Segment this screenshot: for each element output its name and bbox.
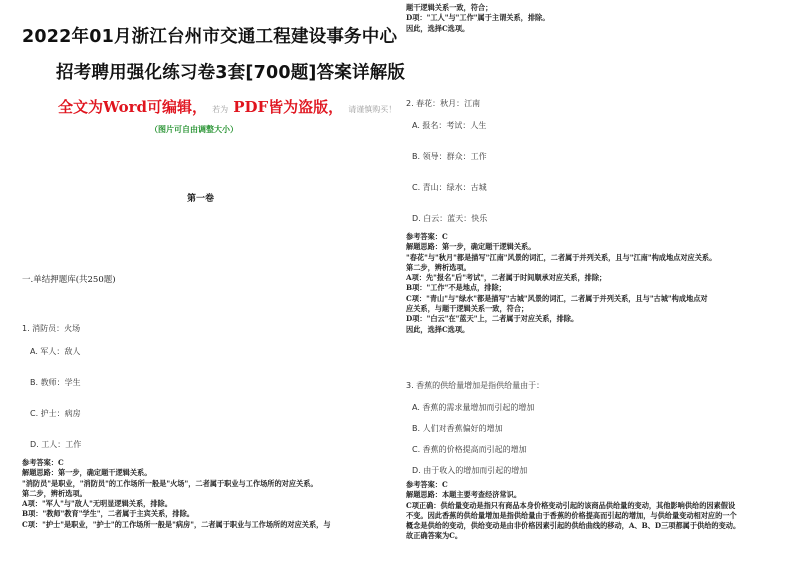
answer-line: 故正确答案为C。 <box>406 531 463 541</box>
answer-line: "春花"与"秋月"都是描写"江南"风景的词汇，二者属于并列关系，且与"江南"构成地点对应关系。 <box>406 252 717 262</box>
question-2-option-a: A. 报名：考试：人生 <box>412 121 487 130</box>
question-3-option-a: A. 香蕉的需求量增加而引起的增加 <box>412 403 535 412</box>
answer-line: 参考答案：C <box>22 458 64 467</box>
question-1-answer <box>22 458 394 530</box>
document-title-line2: 招考聘用强化练习卷3套[700题]答案详解版 <box>56 63 406 83</box>
answer-line: C项："青山"与"绿水"都是描写"古城"风景的词汇，二者属于并列关系，且与"古城"构成地点对 <box>406 293 708 303</box>
section-heading: 一.单结押题库(共250题) <box>22 275 116 285</box>
answer-line: D项："白云"在"蓝天"上，二者属于对应关系，排除。 <box>406 314 579 324</box>
banner-pdf-warning: PDF皆为盗版 <box>233 98 329 116</box>
answer-line: 解题思路：本题主要考查经济常识。 <box>406 490 522 500</box>
resize-note: （图片可自由调整大小） <box>150 124 238 134</box>
banner <box>58 96 396 117</box>
answer-line: 参考答案：C <box>406 480 448 489</box>
question-1-option-b: B. 教师：学生 <box>30 378 81 387</box>
answer-line: 解题思路：第一步，确定题干逻辑关系。 <box>22 468 152 478</box>
document-title-line1: 2022年01月浙江台州市交通工程建设事务中心 <box>22 27 398 47</box>
answer-line: C项正确：供给量变动是指只有商品本身价格变动引起的该商品供给量的变动，其他影响供给的因素假设 <box>406 500 736 510</box>
question-2-stem: 2. 春花：秋月：江南 <box>406 99 481 108</box>
question-1-option-a: A. 军人：敌人 <box>30 347 81 356</box>
answer-line: B项："工作"不是地点，排除； <box>406 283 506 293</box>
question-2-option-d: D. 白云：蓝天：快乐 <box>412 214 488 223</box>
question-1-option-c: C. 护士：病房 <box>30 409 81 418</box>
question-2-option-c: C. 青山：绿水：古城 <box>412 183 487 192</box>
question-3-stem: 3. 香蕉的供给量增加是指供给量由于： <box>406 381 545 390</box>
volume-heading: 第一卷 <box>187 194 215 204</box>
answer-line: 概念是供给的变动，供给变动是由非价格因素引起的供给曲线的移动，A、B、D三项都属于供给的变动。 <box>406 521 741 531</box>
answer-line: B项："教师"教育"学生"，二者属于主宾关系，排除。 <box>22 509 194 519</box>
question-1-stem: 1. 消防员：火场 <box>22 324 81 333</box>
answer-line: 第二步，辨析选项。 <box>406 262 471 272</box>
banner-comma-2: ， <box>328 98 344 116</box>
answer-line: 第二步，辨析选项。 <box>22 488 87 498</box>
answer-line: 解题思路：第一步，确定题干逻辑关系。 <box>406 242 536 252</box>
answer-line: 因此，选择C选项。 <box>406 23 470 33</box>
right-column <box>400 0 800 565</box>
answer-line: 应关系，与题干逻辑关系一致，符合； <box>406 304 529 314</box>
question-3-option-d: D. 由于收入的增加而引起的增加 <box>412 466 528 475</box>
answer-line: "消防员"是职业，"消防员"的工作场所一般是"火场"，二者属于职业与工作场所的对应关系。 <box>22 478 318 488</box>
question-1-option-d: D. 工人：工作 <box>30 440 82 449</box>
answer-line: C项："护士"是职业，"护士"的工作场所一般是"病房"，二者属于职业与工作场所的对应关系，与 <box>22 519 331 529</box>
banner-small-2: 请谨慎购买！ <box>348 105 397 114</box>
answer-line: 因此，选择C选项。 <box>406 324 470 334</box>
question-3-option-b: B. 人们对香蕉偏好的增加 <box>412 424 503 433</box>
answer-line: A项："军人"与"敌人"无明显逻辑关系，排除。 <box>22 499 172 509</box>
question-1-answer-continued <box>406 3 796 34</box>
answer-line: 参考答案：C <box>406 232 448 241</box>
question-3-option-c: C. 香蕉的价格提高而引起的增加 <box>412 445 527 454</box>
question-2-option-b: B. 领导：群众：工作 <box>412 152 487 161</box>
answer-line: 题干逻辑关系一致，符合； <box>406 3 493 12</box>
answer-line: A项：先"报名"后"考试"，二者属于时间顺承对应关系，排除； <box>406 273 607 283</box>
answer-line: 不变。因此香蕉的供给量增加是指供给量由于香蕉的价格提高而引起的增加，与供给量变动相对应的一个 <box>406 510 737 520</box>
answer-line: D项："工人"与"工作"属于主谓关系，排除。 <box>406 13 550 23</box>
question-3-answer <box>406 480 796 542</box>
question-2-answer <box>406 232 796 335</box>
banner-comma-1: ， <box>192 98 208 116</box>
banner-small-1: 若为 <box>212 105 229 114</box>
banner-word-editable: 全文为Word可编辑 <box>58 98 193 116</box>
